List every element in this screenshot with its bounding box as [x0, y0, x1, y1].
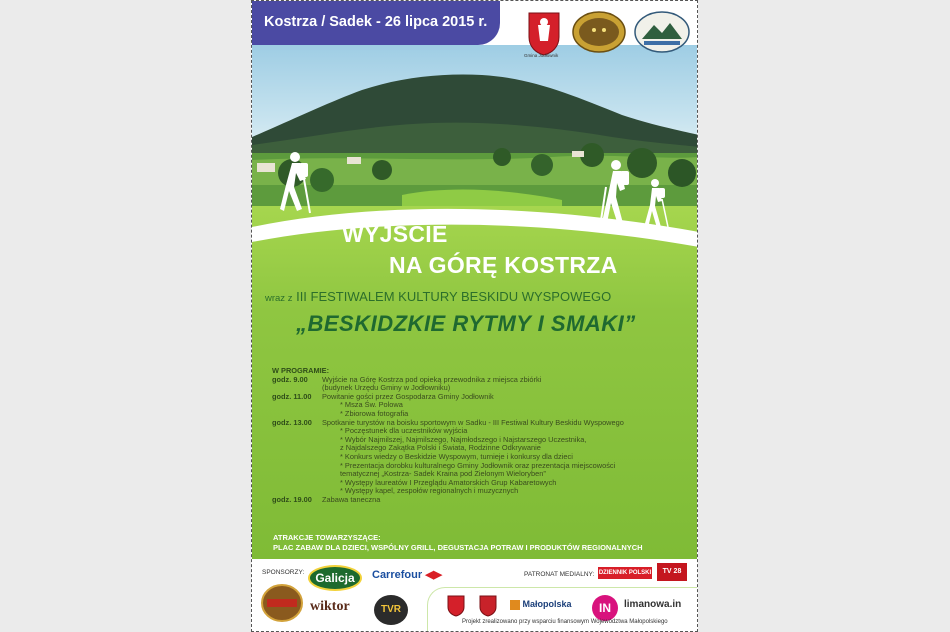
- tv28-logo: TV 28: [657, 563, 687, 581]
- program-text: * Msza Św. Polowa: [340, 400, 403, 410]
- association-logo: [634, 11, 690, 53]
- program-text: Powitanie gości przez Gospodarza Gminy Jodłownik: [322, 391, 494, 401]
- program-row: [272, 401, 692, 410]
- program-text: Zabawa taneczna: [322, 494, 381, 504]
- program-time: godz. 9.00: [272, 374, 308, 384]
- program-time: [272, 401, 340, 410]
- event-poster: [251, 0, 698, 632]
- program-time: godz. 13.00: [272, 417, 312, 427]
- program-text: * Wybór Najmilszej, Najmilszego, Najmłodszego i Najstarszego Uczestnika,: [340, 434, 587, 444]
- coat-of-arms-icon: [446, 595, 466, 617]
- regional-sponsor-logo: [261, 584, 303, 622]
- malopolska-logo-text: Małopolska: [522, 599, 572, 609]
- program-time: [272, 444, 340, 453]
- subtitle-main: III FESTIWALEM KULTURY BESKIDU WYSPOWEGO: [296, 289, 612, 304]
- gmina-coat-of-arms-logo: [524, 11, 564, 59]
- program-time: [272, 479, 340, 488]
- carrefour-arrow-icon: ◀▶: [425, 569, 443, 581]
- attractions-text: PLAC ZABAW DLA DZIECI, WSPÓLNY GRILL, DEGUSTACJA POTRAW I PRODUKTÓW REGIONALNYCH: [273, 543, 643, 552]
- title-line-1: WYJŚCIE: [342, 221, 448, 247]
- sponsors-label: SPONSORZY:: [262, 569, 305, 576]
- program-text: * Prezentacja dorobku kulturalnego Gminy Jodłownik oraz prezentacja miejscowości: [340, 460, 616, 470]
- wiktor-logo: wiktor: [310, 599, 350, 614]
- program-heading: W PROGRAMIE:: [272, 366, 330, 375]
- program-time: godz. 11.00: [272, 391, 312, 401]
- date-banner: Kostrza / Sadek - 26 lipca 2015 r.: [252, 1, 500, 45]
- tvr-logo: TVR: [374, 595, 408, 625]
- carrefour-logo-text: Carrefour: [372, 569, 423, 581]
- program-row: [272, 393, 692, 402]
- program-text: * Konkurs wiedzy o Beskidzie Wyspowym, turnieje i konkursy dla dzieci: [340, 451, 573, 461]
- program-time: [272, 427, 340, 436]
- hiker-child-silhouette-icon: [642, 177, 674, 229]
- program-text: Spotkanie turystów na boisku sportowym w Sadku - III Festiwal Kultury Beskidu Wyspowego: [322, 417, 624, 427]
- title-line-2: NA GÓRĘ KOSTRZA: [389, 252, 618, 278]
- festival-name: „BESKIDZKIE RYTMY I SMAKI”: [296, 311, 636, 336]
- program-row: [272, 496, 692, 505]
- in-logo: IN: [592, 595, 618, 621]
- program-time: godz. 19.00: [272, 494, 312, 504]
- program-time: [272, 453, 340, 462]
- program-text: * Występy kapel, zespołów regionalnych i muzycznych: [340, 486, 519, 496]
- attractions-label: ATRAKCJE TOWARZYSZĄCE:: [273, 533, 381, 542]
- hiker-silhouette-icon: [280, 149, 330, 219]
- program-text: * Zbiorowa fotografia: [340, 408, 409, 418]
- malopolska-logo: [510, 599, 572, 610]
- subtitle-prefix: wraz z: [265, 293, 293, 304]
- program-section: [272, 367, 692, 505]
- limanowa-logo: limanowa.in: [624, 599, 682, 610]
- malopolska-square-icon: [510, 600, 520, 610]
- dziennik-polski-logo: DZIENNIK POLSKI: [598, 567, 652, 579]
- gmina-logo-caption: Gmina Jodłownik: [524, 53, 559, 58]
- lynx-badge-logo: [572, 11, 626, 53]
- program-text: * Poczęstunek dla uczestników wyjścia: [340, 426, 468, 436]
- program-rows: [272, 376, 692, 505]
- galicja-logo: Galicja: [308, 565, 362, 591]
- project-funding-note: Projekt zrealizowano przy wsparciu finansowym Województwa Małopolskiego: [462, 619, 668, 625]
- program-text: Wyjście na Górę Kostrza pod opieką przewodnika z miejsca zbiórki: [322, 374, 542, 384]
- program-text: * Występy laureatów I Przeglądu Amatorskich Grup Kabaretowych: [340, 477, 557, 487]
- coat-of-arms-icon: [478, 595, 498, 617]
- program-row: [272, 419, 692, 428]
- carrefour-logo: [372, 568, 442, 581]
- program-text: tematycznej „Kostrza- Sadek Kraina pod Zielonym Wieloryben”: [340, 469, 546, 479]
- festival-subtitle: [265, 289, 611, 304]
- program-text: (budynek Urzędu Gminy w Jodłowniku): [322, 383, 451, 393]
- program-time: [272, 462, 340, 471]
- program-time: [272, 436, 340, 445]
- program-time: [272, 470, 340, 479]
- program-text: z Najdalszego Zakątka Polski i Świata, Rodzinne Odkrywanie: [340, 443, 541, 453]
- hiker-silhouette-icon: [598, 157, 643, 229]
- media-patronage-label: PATRONAT MEDIALNY:: [524, 571, 595, 578]
